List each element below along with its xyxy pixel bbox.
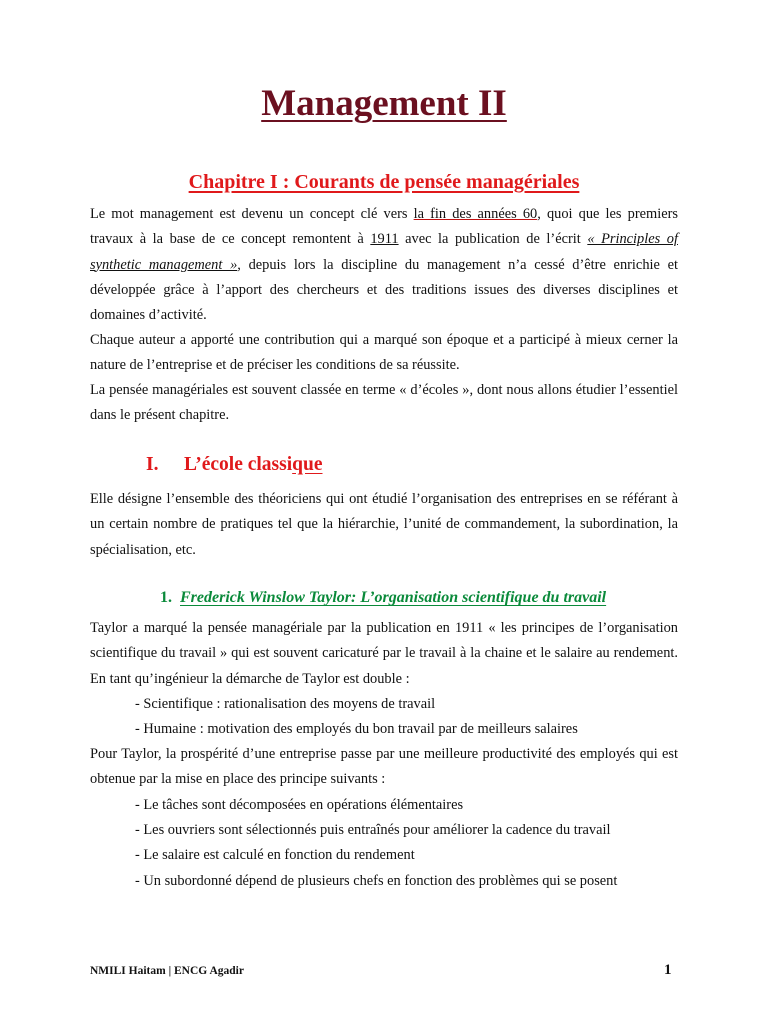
subsection-heading-taylor: 1. Frederick Winslow Taylor: L’organisation scientifique du travail <box>160 589 607 606</box>
list-item: - Scientifique : rationalisation des moyens de travail <box>135 696 436 712</box>
publication-title: « Principles of synthetic management » <box>90 231 678 273</box>
list-item: - Le tâches sont décomposées en opérations élémentaires <box>135 797 464 813</box>
list-item: - Un subordonné dépend de plusieurs chefs en fonction des problèmes qui se posent <box>135 873 618 889</box>
list-item: - Les ouvriers sont sélectionnés puis entraînés pour améliorer la cadence du travail <box>135 822 611 838</box>
document-title: Management II <box>261 83 507 124</box>
page-number: 1 <box>664 962 672 978</box>
list-item: - Le salaire est calculé en fonction du rendement <box>135 847 415 863</box>
section-1-paragraph: Elle désigne l’ensemble des théoriciens qui ont étudié l’organisation des entreprises en se référant à un certain nombre de pratiques tel que la hiérarchie, l’unité de commandement, la subordination, la spécialisation, etc. <box>90 491 678 558</box>
chapter-title: Chapitre I : Courants de pensée managériales <box>188 171 580 193</box>
footer-author: NMILI Haitam | ENCG Agadir <box>90 965 244 977</box>
taylor-paragraph-2: Pour Taylor, la prospérité d’une entreprise passe par une meilleure productivité des employés qui est obtenue par la mise en place des principe suivants : <box>90 746 678 788</box>
taylor-paragraph-1: Taylor a marqué la pensée managériale par la publication en 1911 « les principes de l’organisation scientifique du travail » qui est souvent caricaturé par le travail à la chaine et le salaire au rendement. En tant qu’ingénieur la démarche de Taylor est double : <box>90 620 678 687</box>
intro-paragraph-3: La pensée managériales est souvent classée en terme « d’écoles », dont nous allons étudier l’essentiel dans le présent chapitre. <box>90 382 678 424</box>
intro-paragraph-1: Le mot management est devenu un concept clé vers la fin des années 60, quoi que les premiers travaux à la base de ce concept remontent à 1911 avec la publication de l’écrit « Principles of synthetic management », depuis lors la discipline du management n’a cessé d’être enrichie et développée grâce à l’apport des chercheurs et des traditions issues des diverses disciplines et domaines d’activité. <box>90 206 679 324</box>
intro-paragraph-2: Chaque auteur a apporté une contribution qui a marqué son époque et a participé à mieux cerner la nature de l’entreprise et de préciser les conditions de sa réussite. <box>90 332 678 374</box>
year-highlight: 1911 <box>370 231 399 248</box>
date-highlight: la fin des années 60 <box>413 206 538 222</box>
list-item: - Humaine : motivation des employés du bon travail par de meilleurs salaires <box>135 721 578 737</box>
section-heading-classical-school: I. L’école classique <box>146 454 323 475</box>
